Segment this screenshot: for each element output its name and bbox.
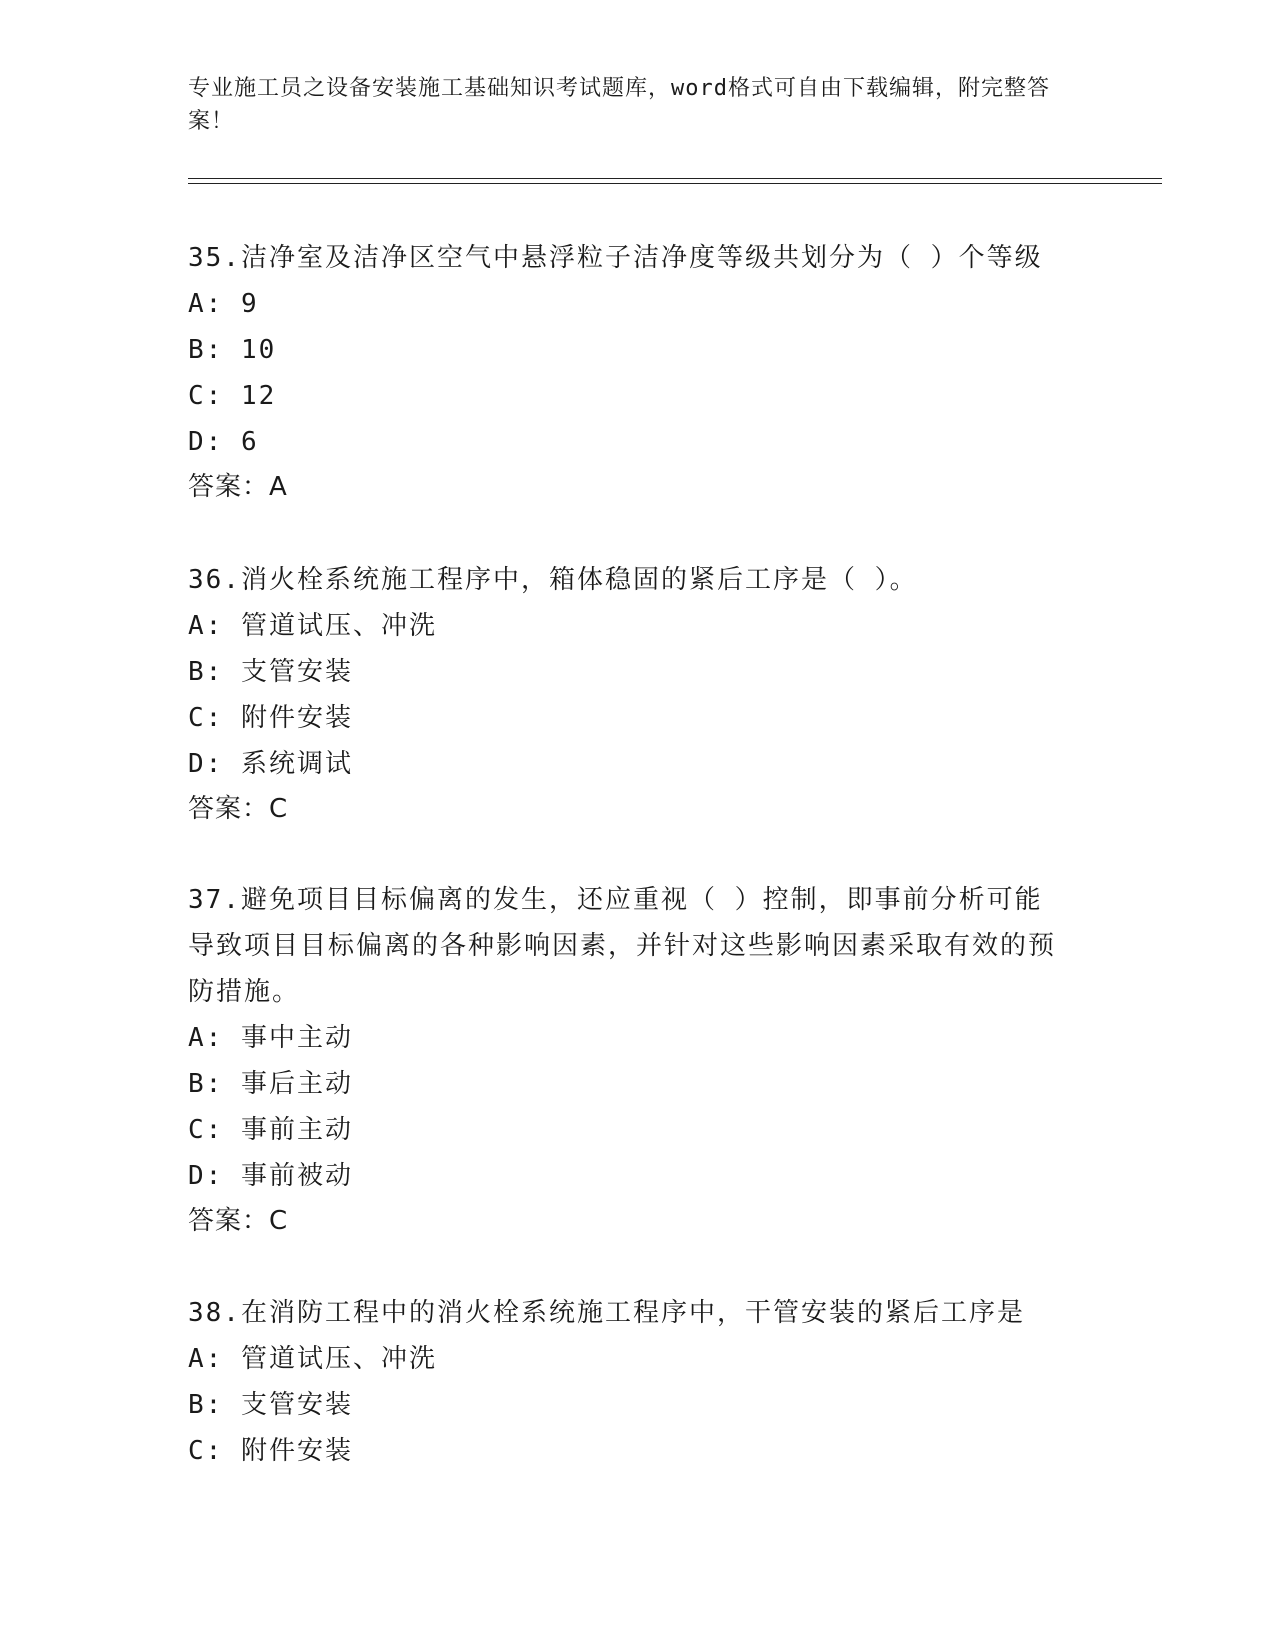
answer: 答案：C — [188, 1206, 289, 1236]
question-36 — [188, 557, 1068, 831]
option-d: D: 系统调试 — [188, 749, 353, 779]
option-a: A: 9 — [188, 289, 259, 319]
option-a: A: 管道试压、冲洗 — [188, 611, 437, 641]
header-divider-top — [188, 178, 1162, 179]
option-c: C: 附件安装 — [188, 703, 353, 733]
question-35 — [188, 235, 1068, 509]
option-b: B: 支管安装 — [188, 657, 353, 687]
option-a: A: 管道试压、冲洗 — [188, 1344, 437, 1374]
option-c: C: 附件安装 — [188, 1436, 353, 1466]
answer: 答案：C — [188, 794, 289, 824]
question-stem: 37.避免项目目标偏离的发生，还应重视（ ）控制，即事前分析可能导致项目目标偏离的各种影响因素，并针对这些影响因素采取有效的预防措施。 — [188, 885, 1057, 1007]
option-b: B: 10 — [188, 335, 277, 365]
header-divider-bottom — [188, 183, 1162, 184]
option-a: A: 事中主动 — [188, 1023, 353, 1053]
option-d: D: 6 — [188, 427, 259, 457]
answer: 答案：A — [188, 472, 288, 502]
question-37 — [188, 877, 1068, 1243]
option-d: D: 事前被动 — [188, 1161, 353, 1191]
option-b: B: 支管安装 — [188, 1390, 353, 1420]
question-38 — [188, 1290, 1068, 1474]
option-b: B: 事后主动 — [188, 1069, 353, 1099]
question-stem: 36.消火栓系统施工程序中，箱体稳固的紧后工序是（ ）。 — [188, 565, 918, 595]
option-c: C: 事前主动 — [188, 1115, 353, 1145]
question-stem: 38.在消防工程中的消火栓系统施工程序中，干管安装的紧后工序是 — [188, 1298, 1025, 1328]
option-c: C: 12 — [188, 381, 277, 411]
document-description: 专业施工员之设备安装施工基础知识考试题库，word格式可自由下载编辑，附完整答案！ — [188, 76, 1050, 134]
question-stem: 35.洁净室及洁净区空气中悬浮粒子洁净度等级共划分为（ ）个等级 — [188, 243, 1043, 273]
